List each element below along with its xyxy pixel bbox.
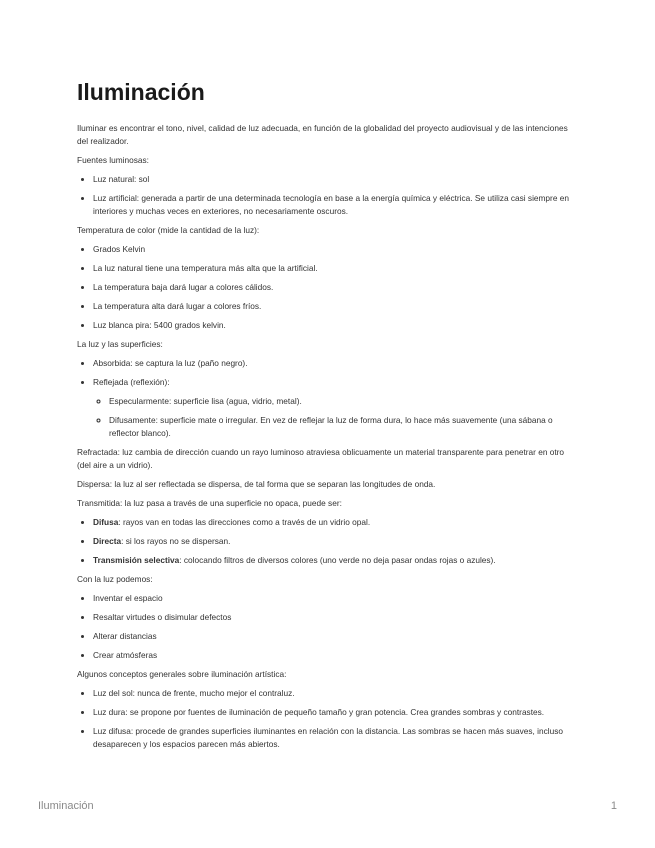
transmitida-list xyxy=(77,516,577,567)
list-item: • Luz blanca pira: 5400 grados kelvin. xyxy=(93,319,577,332)
term: Transmisión selectiva xyxy=(93,555,180,565)
list-item: • Luz artificial: generada a partir de una determinada tecnología en base a la energía química y eléctrica. Se utiliza casi siempre en interiores y muchas veces en exteriores, no necesariamente oscuros. xyxy=(93,192,577,218)
term-text: : si los rayos no se dispersan. xyxy=(121,536,231,546)
list-item: • Luz del sol: nunca de frente, mucho mejor el contraluz. xyxy=(93,687,577,700)
fuentes-list xyxy=(77,173,577,218)
term-text: : colocando filtros de diversos colores (uno verde no deja pasar ondas rojas o azules). xyxy=(179,555,496,565)
podemos-list xyxy=(77,592,577,662)
list-item: • Grados Kelvin xyxy=(93,243,577,256)
list-item xyxy=(93,535,577,548)
fuentes-heading: Fuentes luminosas: xyxy=(77,155,149,165)
page-title: Iluminación xyxy=(77,79,205,105)
footer-title: Iluminación xyxy=(38,800,94,812)
refractada-paragraph: Refractada: luz cambia de dirección cuando un rayo luminoso atraviesa oblicuamente un material transparente para penetrar en otro (del aire a un vidrio). xyxy=(77,447,565,470)
temperatura-list xyxy=(77,243,577,332)
reflejada-label: Reflejada (reflexión): xyxy=(93,377,170,387)
reflejada-sublist xyxy=(93,395,577,440)
list-item: • La luz natural tiene una temperatura más alta que la artificial. xyxy=(93,262,577,275)
list-item: • Absorbida: se captura la luz (paño negro). xyxy=(93,357,577,370)
list-item xyxy=(93,516,577,529)
list-item: • La temperatura baja dará lugar a colores cálidos. xyxy=(93,281,577,294)
list-item: • Crear atmósferas xyxy=(93,649,577,662)
sub-list-item: ◦ Difusamente: superficie mate o irregular. En vez de reflejar la luz de forma dura, lo hace más suavemente (una sábana o reflector blanco). xyxy=(109,414,577,440)
transmitida-heading: Transmitida: la luz pasa a través de una superficie no opaca, puede ser: xyxy=(77,498,342,508)
term-text: : rayos van en todas las direcciones como a través de un vidrio opal. xyxy=(118,517,371,527)
list-item: • La temperatura alta dará lugar a colores fríos. xyxy=(93,300,577,313)
conceptos-heading: Algunos conceptos generales sobre iluminación artística: xyxy=(77,669,287,679)
list-item: • Alterar distancias xyxy=(93,630,577,643)
term: Directa xyxy=(93,536,122,546)
superficies-heading: La luz y las superficies: xyxy=(77,339,163,349)
page-footer xyxy=(38,800,617,812)
temperatura-heading: Temperatura de color (mide la cantidad de la luz): xyxy=(77,225,260,235)
term: Difusa xyxy=(93,517,119,527)
superficies-list xyxy=(77,357,577,440)
list-item: • Resaltar virtudes o disimular defectos xyxy=(93,611,577,624)
page-number: 1 xyxy=(610,800,617,812)
sub-list-item: ◦ Especularmente: superficie lisa (agua, vidrio, metal). xyxy=(109,395,577,408)
list-item xyxy=(93,554,577,567)
document-page xyxy=(77,78,577,757)
list-item: • Inventar el espacio xyxy=(93,592,577,605)
dispersa-paragraph: Dispersa: la luz al ser reflectada se dispersa, de tal forma que se separan las longitudes de onda. xyxy=(77,479,436,489)
list-item: • Luz difusa: procede de grandes superficies iluminantes en relación con la distancia. Las sombras se hacen más suaves, incluso desaparecen y los espacios parecen más abiertos. xyxy=(93,725,577,751)
intro-paragraph: Iluminar es encontrar el tono, nivel, calidad de luz adecuada, en función de la globalidad del proyecto audiovisual y de las intenciones del realizador. xyxy=(77,123,568,146)
list-item: • Luz natural: sol xyxy=(93,173,577,186)
list-item-reflejada xyxy=(93,376,577,440)
podemos-heading: Con la luz podemos: xyxy=(77,574,153,584)
list-item: • Luz dura: se propone por fuentes de iluminación de pequeño tamaño y gran potencia. Crea grandes sombras y contrastes. xyxy=(93,706,577,719)
conceptos-list xyxy=(77,687,577,751)
